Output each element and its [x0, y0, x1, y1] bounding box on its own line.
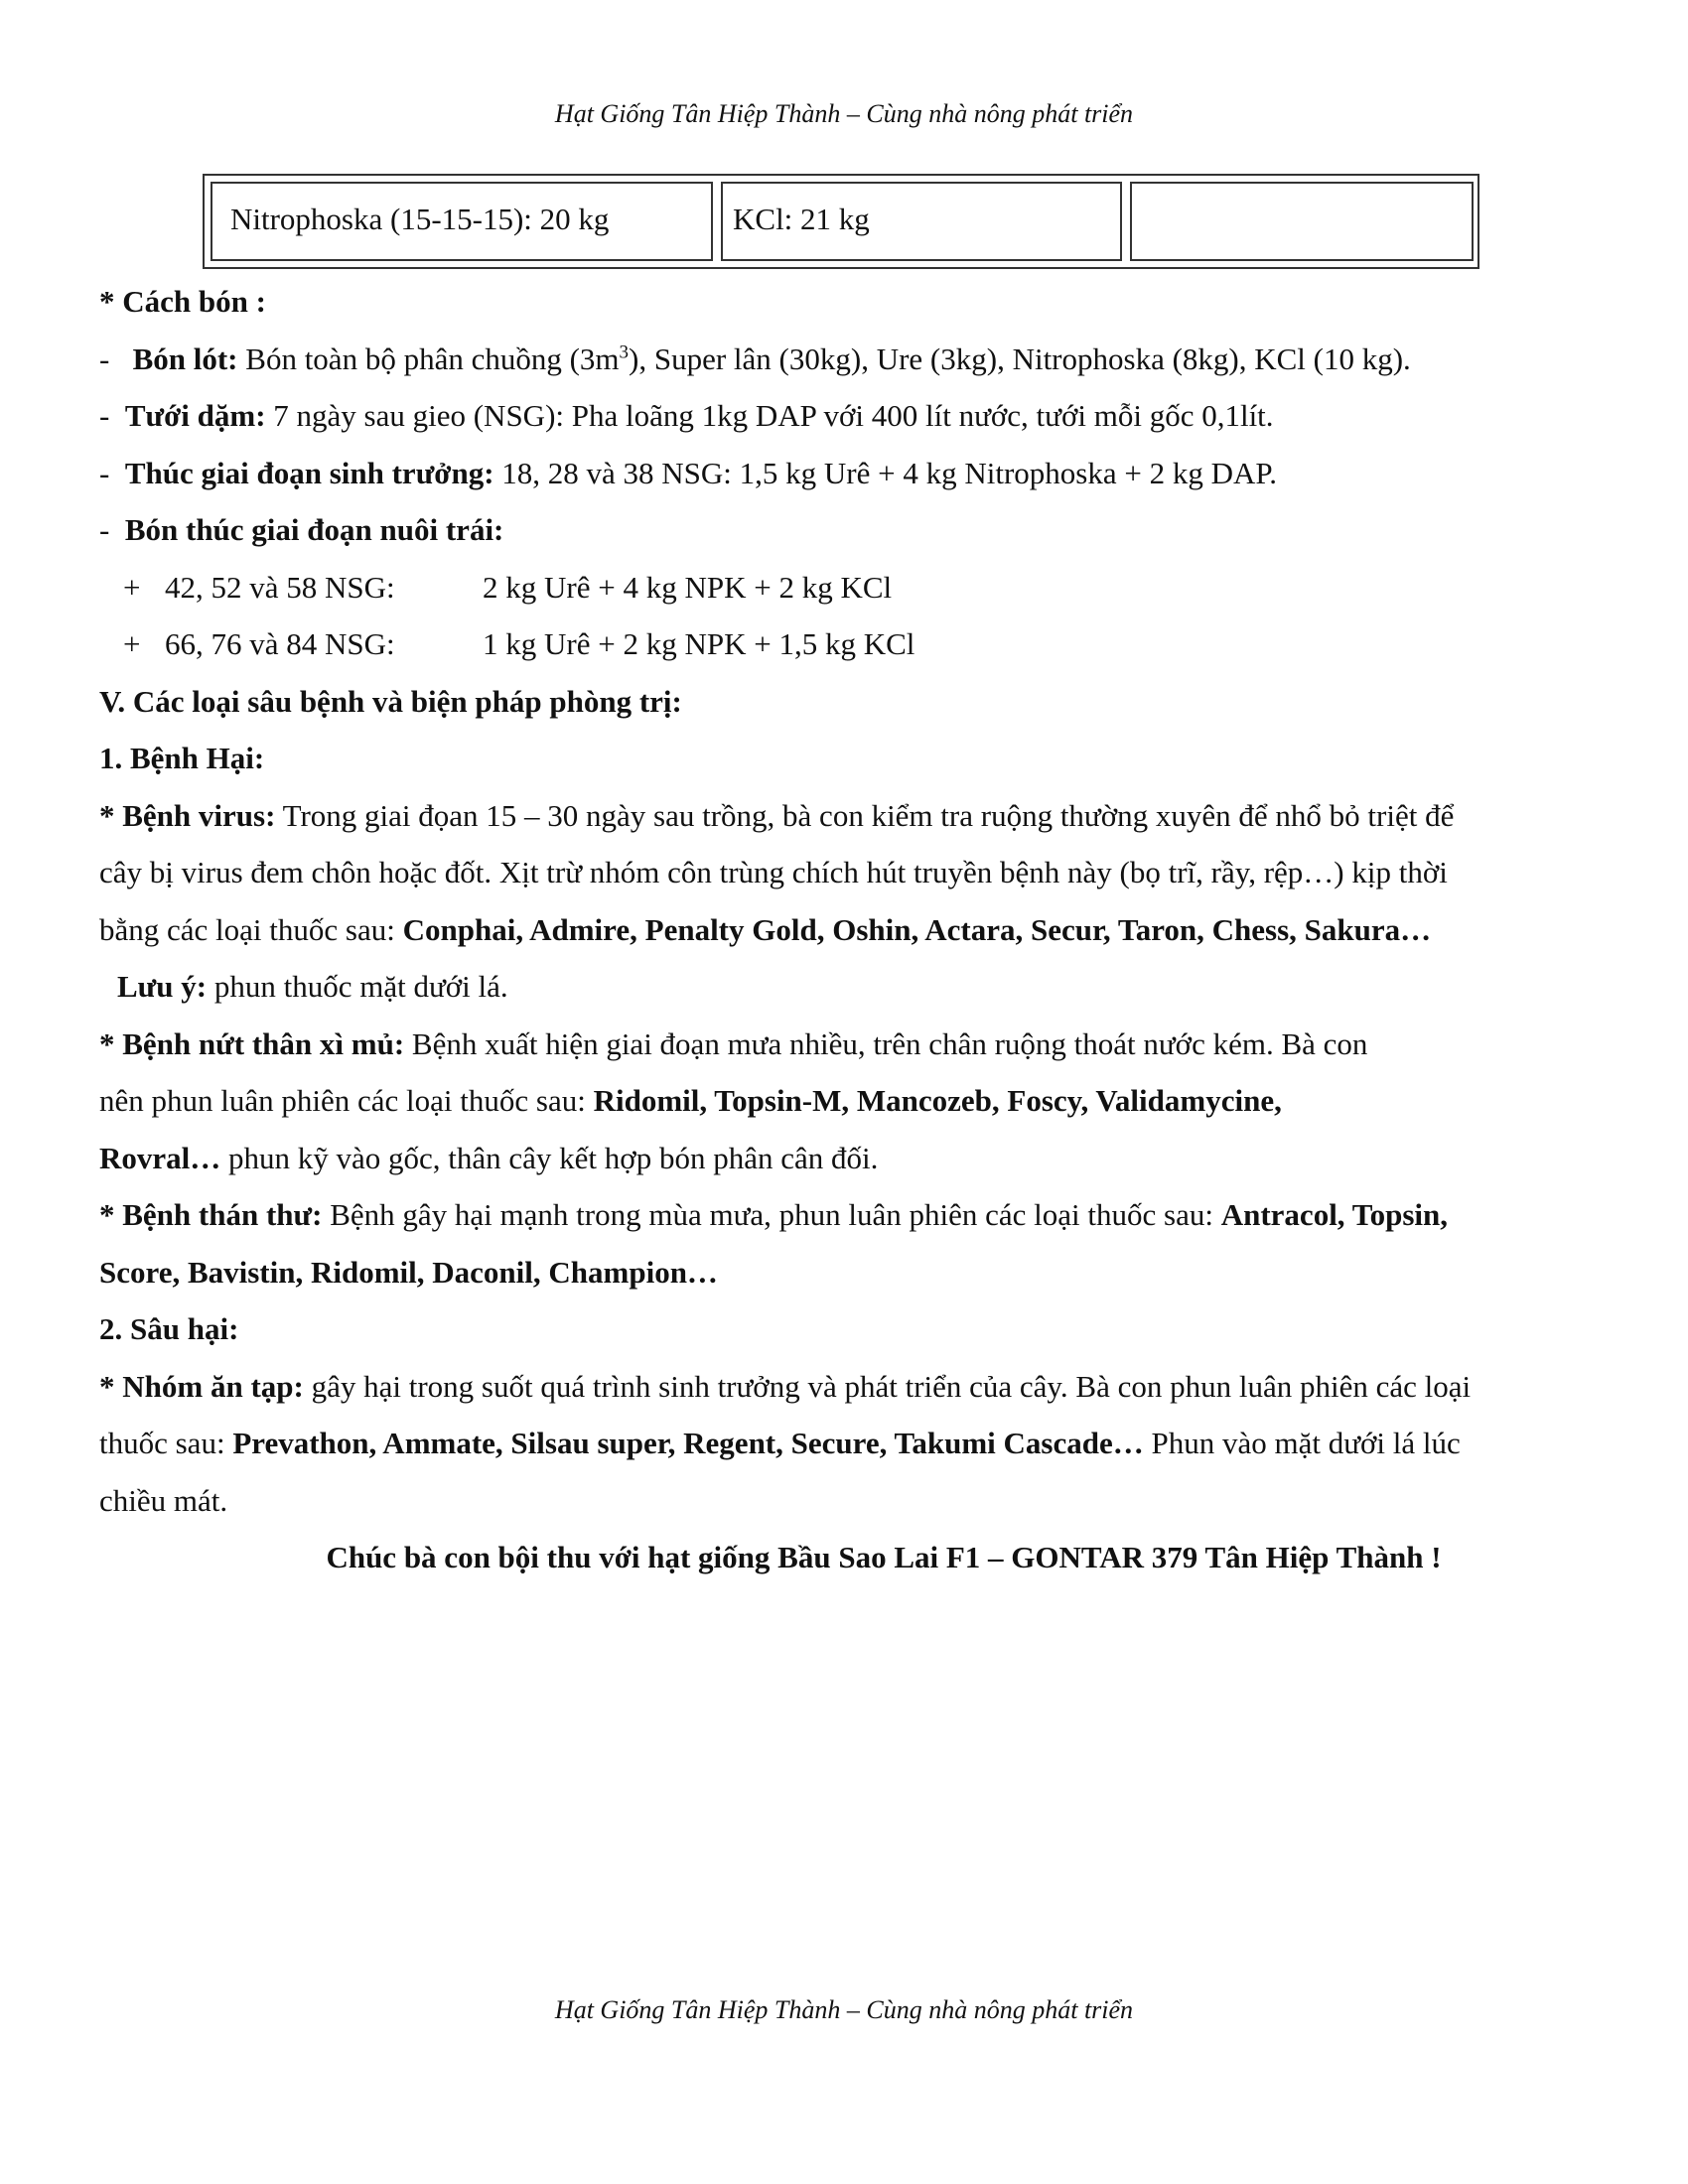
than-thu-line-2: Score, Bavistin, Ridomil, Daconil, Champion… [99, 1254, 718, 1290]
table-cell-empty [1130, 182, 1474, 261]
tuoi-dam-text: 7 ngày sau gieo (NSG): Pha loãng 1kg DAP với 400 lít nước, tưới mỗi gốc 0,1lít. [265, 398, 1274, 433]
virus-text-3: bằng các loại thuốc sau: [99, 911, 403, 947]
than-thu-line-1 [99, 1186, 1589, 1244]
bon-lot-line [99, 331, 1589, 388]
nut-than-pesticide-list: Ridomil, Topsin-M, Mancozeb, Foscy, Validamycine, [593, 1083, 1282, 1118]
virus-line-1 [99, 787, 1589, 845]
an-tap-label: * Nhóm ăn tạp: [99, 1368, 304, 1404]
nut-than-text-1: Bệnh xuất hiện giai đoạn mưa nhiều, trên chân ruộng thoát nước kém. Bà con [404, 1025, 1368, 1061]
thuc-nuoi-trai-label: Bón thúc giai đoạn nuôi trái: [124, 512, 504, 547]
note-text: phun thuốc mặt dưới lá. [207, 969, 508, 1004]
bon-lot-text-a: Bón toàn bộ phân chuồng (3m [237, 341, 620, 376]
thuc-sinh-truong-text: 18, 28 và 38 NSG: 1,5 kg Urê + 4 kg Nitrophoska + 2 kg DAP. [493, 455, 1277, 490]
nut-than-line-1 [99, 1016, 1589, 1073]
dash-marker: - [99, 341, 110, 376]
dosing-days: 66, 76 và 84 NSG: [165, 626, 395, 661]
plus-marker: + [123, 569, 141, 605]
bon-lot-label: Bón lót: [132, 341, 238, 376]
virus-note [99, 958, 1589, 1016]
page-header: Hạt Giống Tân Hiệp Thành – Cùng nhà nông phát triển [554, 99, 1134, 128]
fertilizer-table [203, 174, 1479, 269]
table-cell-kcl: KCl: 21 kg [721, 182, 1122, 261]
nut-than-text-3: phun kỹ vào gốc, thân cây kết hợp bón phân cân đối. [220, 1140, 879, 1175]
list-item [99, 559, 1589, 616]
nut-than-text-2: nên phun luân phiên các loại thuốc sau: [99, 1083, 594, 1118]
cach-bon-heading: * Cách bón : [99, 284, 266, 319]
dash-marker: - [99, 512, 110, 547]
superscript: 3 [619, 341, 630, 363]
an-tap-pesticide-list: Prevathon, Ammate, Silsau super, Regent, Secure, Takumi Cascade… [232, 1426, 1144, 1460]
thuc-nuoi-trai-line [99, 501, 1589, 559]
virus-text-1: Trong giai đọan 15 – 30 ngày sau trồng, bà con kiểm tra ruộng thường xuyên để nhổ bỏ triệt để [275, 797, 1455, 833]
note-label: Lưu ý: [117, 969, 208, 1004]
dash-marker: - [99, 455, 110, 490]
dash-marker: - [99, 398, 110, 433]
virus-line-2: cây bị virus đem chôn hoặc đốt. Xịt trừ nhóm côn trùng chích hút truyền bệnh này (bọ trĩ, rầy, rệp…) kịp thời [99, 855, 1448, 889]
virus-line-3 [99, 901, 1589, 959]
an-tap-line-3: chiều mát. [99, 1482, 228, 1518]
an-tap-text-2-tail: Phun vào mặt dưới lá lúc [1143, 1426, 1461, 1460]
table-cell-nitrophoska: Nitrophoska (15-15-15): 20 kg [211, 182, 713, 261]
closing-message: Chúc bà con bội thu với hạt giống Bầu Sao Lai F1 – GONTAR 379 Tân Hiệp Thành ! [326, 1540, 1442, 1574]
tuoi-dam-label: Tưới dặm: [124, 398, 266, 433]
than-thu-label: * Bệnh thán thư: [99, 1197, 323, 1232]
than-thu-text-1: Bệnh gây hại mạnh trong mùa mưa, phun luân phiên các loại thuốc sau: [322, 1197, 1221, 1232]
section-v-heading: V. Các loại sâu bệnh và biện pháp phòng trị: [99, 683, 682, 719]
dosing-amount: 2 kg Urê + 4 kg NPK + 2 kg KCl [483, 569, 893, 605]
plus-marker: + [123, 626, 141, 661]
nut-than-line-3 [99, 1130, 1589, 1187]
page-footer: Hạt Giống Tân Hiệp Thành – Cùng nhà nông phát triển [554, 1995, 1134, 2024]
an-tap-text-2: thuốc sau: [99, 1426, 233, 1460]
virus-pesticide-list: Conphai, Admire, Penalty Gold, Oshin, Actara, Secur, Taron, Chess, Sakura… [402, 911, 1432, 947]
an-tap-text-1: gây hại trong suốt quá trình sinh trưởng và phát triển của cây. Bà con phun luân phiên các loại [303, 1368, 1472, 1404]
list-item [99, 615, 1589, 673]
nut-than-label: * Bệnh nứt thân xì mủ: [99, 1025, 405, 1061]
an-tap-line-2 [99, 1415, 1589, 1472]
document-body [99, 273, 1589, 1586]
thuc-sinh-truong-label: Thúc giai đoạn sinh trưởng: [124, 455, 494, 490]
bon-lot-text-b: ), Super lân (30kg), Ure (3kg), Nitrophoska (8kg), KCl (10 kg). [629, 341, 1411, 376]
nut-than-line-2 [99, 1072, 1589, 1130]
than-thu-pesticide-list: Antracol, Topsin, [1220, 1197, 1448, 1232]
an-tap-line-1 [99, 1358, 1589, 1416]
dosing-days: 42, 52 và 58 NSG: [165, 569, 395, 605]
virus-label: * Bệnh virus: [99, 797, 276, 833]
nut-than-pesticide-list-tail: Rovral… [99, 1140, 221, 1175]
tuoi-dam-line [99, 387, 1589, 445]
sau-hai-heading: 2. Sâu hại: [99, 1311, 239, 1346]
dosing-amount: 1 kg Urê + 2 kg NPK + 1,5 kg KCl [483, 626, 915, 661]
thuc-sinh-truong-line [99, 445, 1589, 502]
benh-hai-heading: 1. Bệnh Hại: [99, 741, 265, 775]
